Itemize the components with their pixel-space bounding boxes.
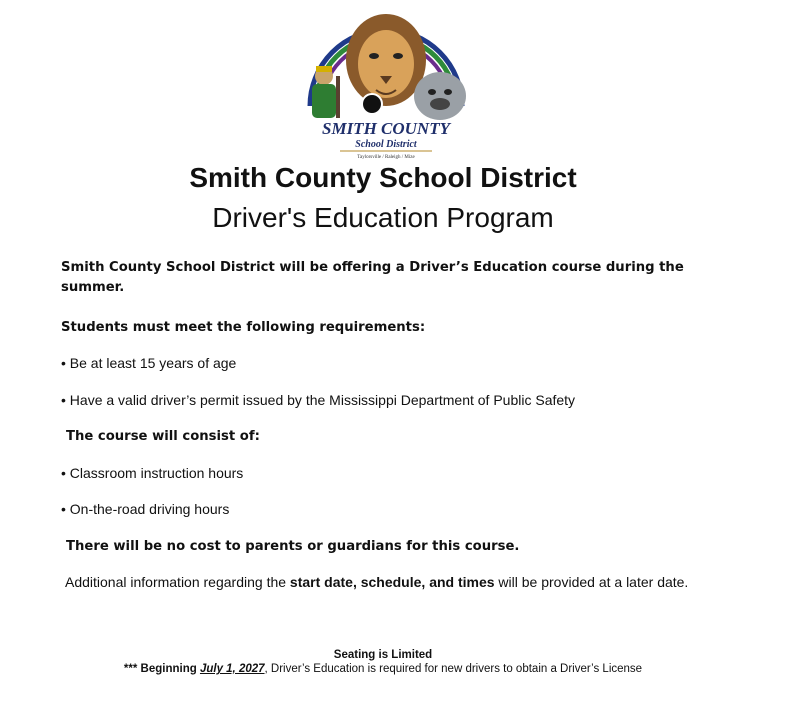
intro-paragraph: Smith County School District will be offering a Driver’s Education course during the summer. (61, 260, 684, 295)
info-text-pre: Additional information regarding the (65, 574, 290, 590)
requirements-heading: Students must meet the following requirements: (61, 320, 426, 335)
seating-notice: Seating is Limited (333, 649, 433, 661)
lion-mascot-icon (346, 14, 426, 106)
list-item: • Have a valid driver’s permit issued by the Mississippi Department of Public Safety (61, 392, 576, 408)
notice-prefix: *** Beginning (123, 663, 200, 675)
list-item: • Be at least 15 years of age (61, 355, 237, 371)
page-title: Smith County School District (189, 162, 577, 193)
warrior-mascot-icon (312, 66, 340, 118)
logo-district-sub: School District (355, 139, 417, 150)
logo-towns: Taylorsville / Raleigh / Mize (357, 155, 415, 160)
district-logo (300, 6, 472, 162)
list-item: • On-the-road driving hours (61, 501, 230, 517)
page-subtitle: Driver's Education Program (212, 202, 554, 233)
info-text-bold: start date, schedule, and times (289, 574, 495, 590)
logo-district-name: SMITH COUNTY (322, 119, 450, 138)
course-heading: The course will consist of: (66, 429, 260, 444)
cost-note: There will be no cost to parents or guardians for this course. (66, 539, 520, 554)
info-text-post: will be provided at a later date. (494, 574, 689, 590)
requirement-notice (0, 662, 766, 676)
info-paragraph (61, 572, 725, 592)
notice-date: July 1, 2027 (199, 663, 265, 675)
bulldog-mascot-icon (414, 72, 466, 120)
list-item: • Classroom instruction hours (61, 465, 244, 481)
notice-suffix: , Driver’s Education is required for new drivers to obtain a Driver’s License (264, 663, 643, 675)
